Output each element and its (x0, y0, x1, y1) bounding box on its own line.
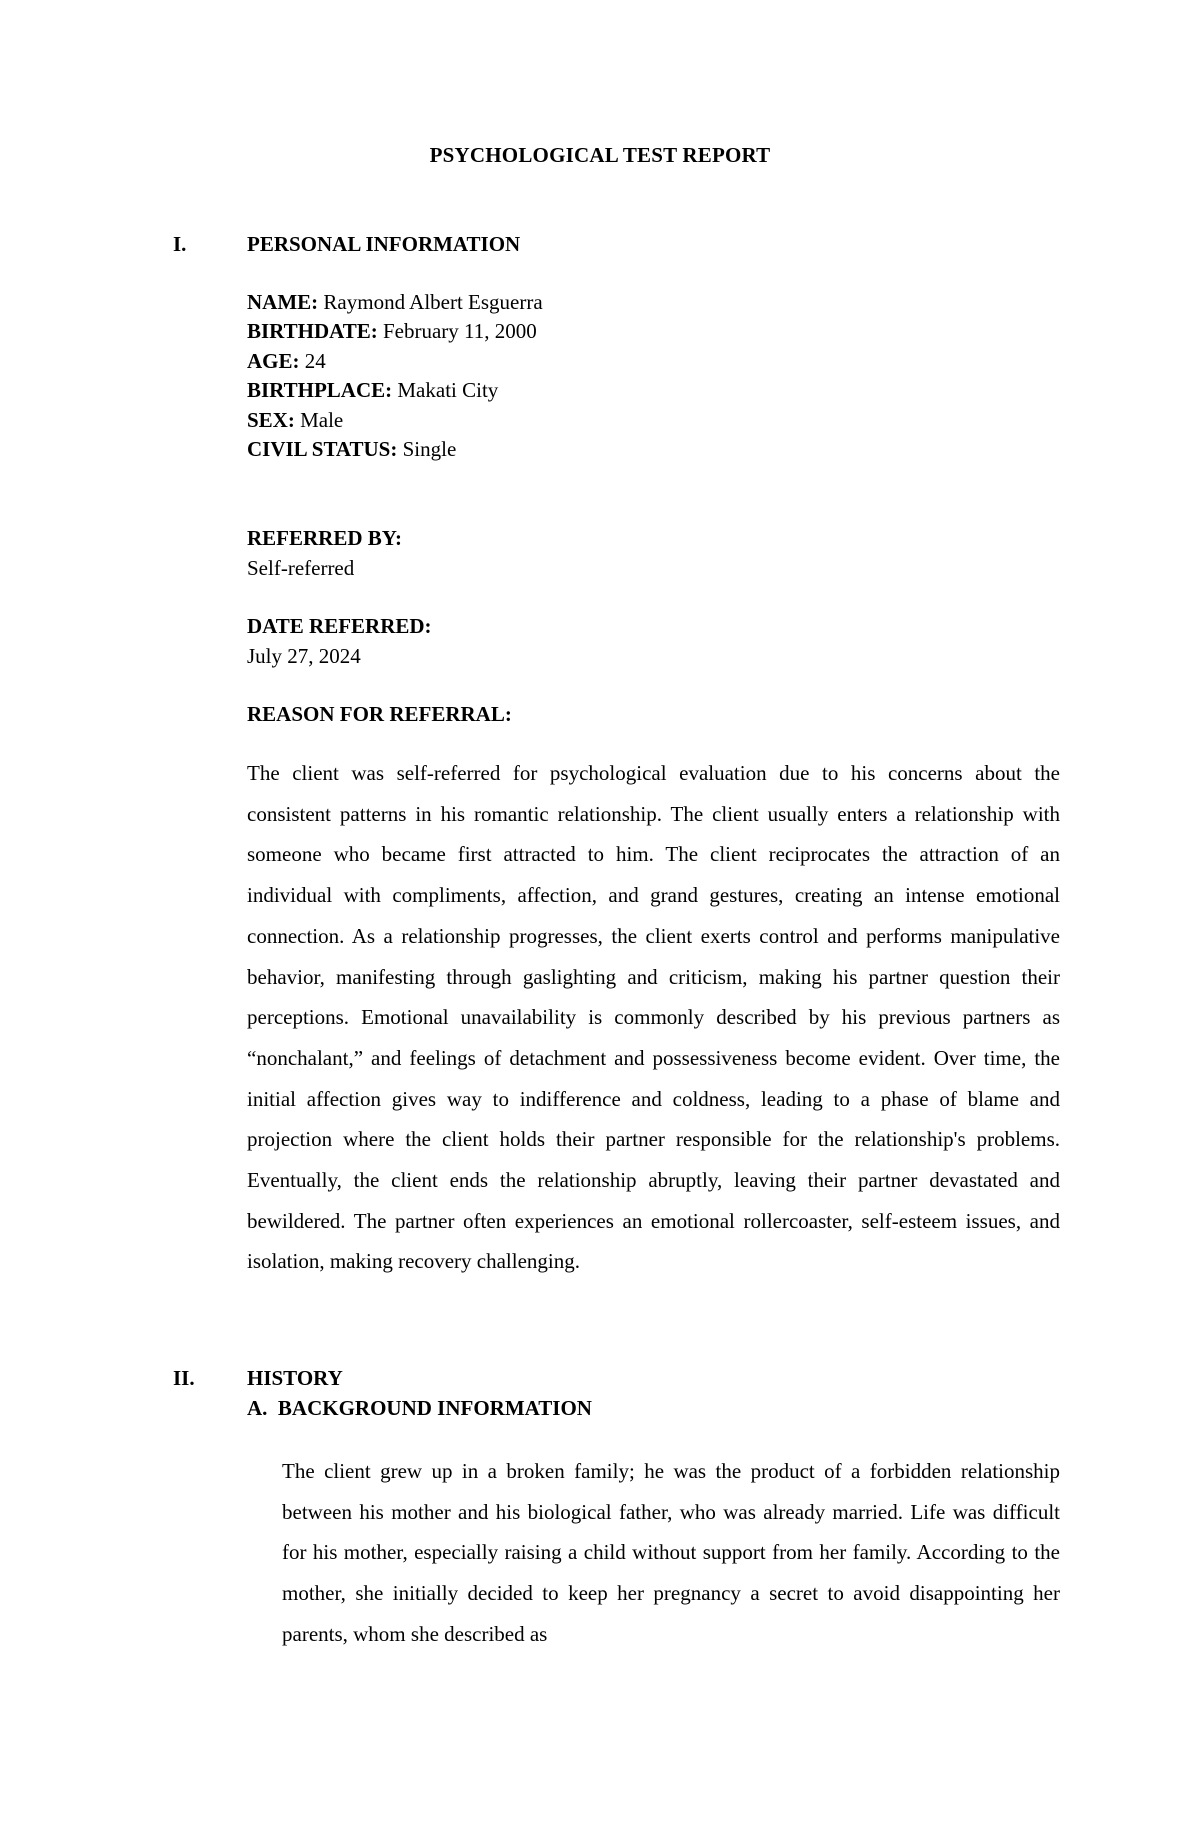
field-label: AGE: (247, 348, 300, 373)
field-value: Makati City (397, 378, 499, 403)
referred-by-label: REFERRED BY: (247, 526, 402, 550)
field-birthdate (247, 317, 543, 346)
date-referred-value: July 27, 2024 (247, 644, 361, 668)
field-value: February 11, 2000 (382, 319, 537, 344)
section-2-numeral: II. (173, 1366, 195, 1390)
field-birthplace (247, 376, 543, 405)
field-label: CIVIL STATUS: (247, 437, 398, 462)
background-paragraph: The client grew up in a broken family; he was the product of a forbidden relationship between his mother and his biological father, who was already married. Life was difficult for his mother, especially raising a child without support from her family. According to the mother, she initially decided to keep her pregnancy a secret to avoid disappointing her parents, whom she described as (282, 1459, 1060, 1646)
field-name (247, 288, 543, 317)
section-2-heading: HISTORY (247, 1366, 343, 1390)
field-age (247, 347, 543, 376)
section-1-heading: PERSONAL INFORMATION (247, 232, 521, 256)
date-referred-label: DATE REFERRED: (247, 614, 432, 638)
field-label: SEX: (247, 407, 295, 432)
personal-info-list (247, 288, 543, 464)
reason-paragraph: The client was self-referred for psychological evaluation due to his concerns about the consistent patterns in his romantic relationship. The client usually enters a relationship with someone who became first attracted to him. The client reciprocates the attraction of an individual with compliments, affection, and grand gestures, creating an intense emotional connection. As a relationship progresses, the client exerts control and performs manipulative behavior, manifesting through gaslighting and criticism, making his partner question their perceptions. Emotional unavailability is commonly described by his previous partners as “nonchalant,” and feelings of detachment and possessiveness become evident. Over time, the initial affection gives way to indifference and coldness, leading to a phase of blame and projection where the client holds their partner responsible for the relationship's problems. Eventually, the client ends the relationship abruptly, leaving their partner devastated and bewildered. The partner often experiences an emotional rollercoaster, self-esteem issues, and isolation, making recovery challenging. (247, 761, 1060, 1274)
field-label: BIRTHPLACE: (247, 378, 393, 403)
field-value: Single (402, 437, 457, 462)
reason-label: REASON FOR REFERRAL: (247, 702, 512, 726)
field-civil-status (247, 435, 543, 464)
field-value: Raymond Albert Esguerra (323, 290, 543, 314)
field-sex (247, 406, 543, 435)
field-label: NAME: (247, 290, 319, 314)
subsection-a-heading: A. BACKGROUND INFORMATION (247, 1396, 592, 1420)
field-label: BIRTHDATE: (247, 319, 378, 344)
field-value: Male (300, 407, 344, 432)
referred-by-value: Self-referred (247, 556, 355, 580)
field-value: 24 (304, 348, 326, 373)
report-title: PSYCHOLOGICAL TEST REPORT (429, 143, 771, 167)
section-1-numeral: I. (173, 232, 187, 256)
